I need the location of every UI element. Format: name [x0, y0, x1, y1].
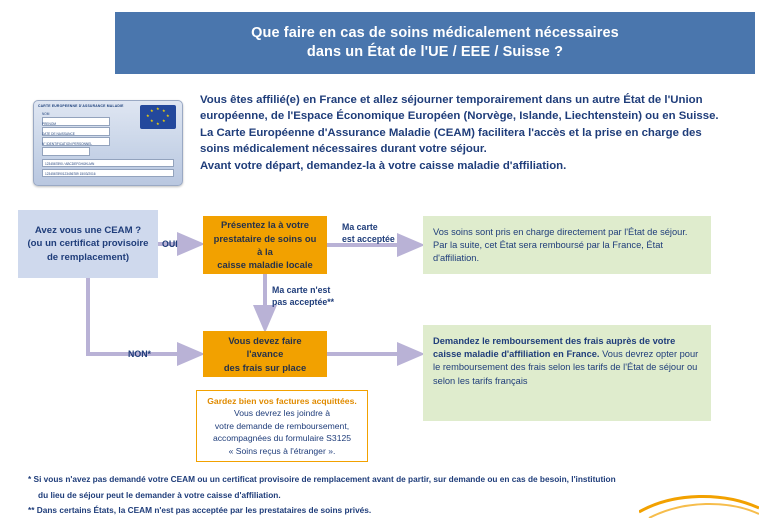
present-card-line-3: caisse maladie locale	[217, 259, 313, 271]
label-card-not-accepted	[272, 284, 382, 308]
label-oui: OUI	[162, 239, 178, 249]
card-label-prenom: PRENOM	[42, 122, 56, 126]
reimbursement-rest: Vous devrez opter pour le remboursement des frais selon les tarifs de l'État de séjour ou selon les tarifs français	[433, 349, 699, 386]
footnote-1-line-1: * Si vous n'avez pas demandé votre CEAM ou un certificat provisoire de remplacement avant de partir, sur demande ou en cas de besoin, l'institution	[28, 474, 616, 484]
keep-invoices-line-4: accompagnées du formulaire S3125	[212, 433, 352, 444]
question-ceam-line-2: (ou un certificat provisoire	[27, 238, 149, 250]
page-title-line-2: dans un État de l'UE / EEE / Suisse ?	[306, 44, 564, 60]
card-bottom-line-2: 1234567890123456789 15/03/2016	[42, 169, 174, 177]
footnote-2: ** Dans certains États, la CEAM n'est pas acceptée par les prestataires de soins privés.	[28, 505, 372, 516]
keep-invoices-line-5: « Soins reçus à l'étranger ».	[228, 445, 336, 456]
question-ceam-line-3: de remplacement)	[46, 251, 130, 263]
label-card-not-accepted-line-2: pas acceptée**	[272, 297, 335, 307]
reimbursement-bold: Demandez le remboursement des frais auprès de votre caisse maladie d'affiliation en France.	[433, 336, 676, 360]
present-card-box	[203, 216, 327, 274]
covered-directly-line-2: Par la suite, cet État sera remboursé par la France, État d'affiliation.	[433, 240, 663, 264]
keep-invoices-line-2: Vous devrez les joindre à	[233, 408, 331, 419]
question-ceam-line-1: Avez vous une CEAM ?	[34, 224, 142, 236]
keep-invoices-line-3: votre demande de remboursement,	[214, 420, 350, 431]
label-card-accepted-line-2: est acceptée	[342, 234, 395, 244]
keep-invoices-title: Gardez bien vos factures acquittées.	[207, 395, 357, 406]
covered-directly-line-1: Vos soins sont pris en charge directement par l'État de séjour.	[433, 227, 688, 237]
intro-section	[28, 92, 754, 192]
ceam-card-image	[33, 100, 183, 186]
intro-text	[200, 92, 752, 174]
intro-line-3: La Carte Européenne d'Assurance Maladie (CEAM) facilitera l'accès et la prise en charge des	[200, 126, 702, 139]
card-bottom-line-1: 1234567890 / ABCDEFGHIJKLMN	[42, 159, 174, 167]
card-field-identification	[42, 147, 90, 156]
question-ceam-box	[18, 210, 158, 278]
reimbursement-text	[433, 335, 701, 388]
intro-line-4: soins médicalement nécessaires durant votre séjour.	[200, 143, 487, 156]
label-card-not-accepted-line-1: Ma carte n'est	[272, 285, 331, 295]
page-title-banner	[115, 12, 755, 74]
card-label-identification: N° IDENTIFICATION PERSONNEL	[42, 142, 93, 146]
reimbursement-box	[423, 325, 711, 421]
keep-invoices-note	[196, 390, 368, 462]
intro-line-5: Avant votre départ, demandez-la à votre caisse maladie d'affiliation.	[200, 159, 567, 172]
card-title: CARTE EUROPEENNE D'ASSURANCE MALADIE	[38, 104, 124, 108]
covered-directly-box	[423, 216, 711, 274]
label-card-accepted	[342, 221, 418, 245]
footnote-1-line-2: du lieu de séjour peut le demander à votre caisse d'affiliation.	[38, 489, 281, 500]
card-label-nom: NOM	[42, 112, 50, 116]
advance-payment-box	[203, 331, 327, 377]
advance-payment-line-2: des frais sur place	[223, 361, 307, 373]
advance-payment-line-1: Vous devez faire l'avance	[228, 334, 302, 360]
eu-flag-icon: ★ ★ ★ ★ ★ ★ ★ ★	[140, 105, 176, 129]
decorative-swoosh	[639, 478, 759, 518]
card-label-naissance: DATE DE NAISSANCE	[42, 132, 75, 136]
label-non: NON*	[128, 349, 151, 359]
intro-line-1: Vous êtes affilié(e) en France et allez séjourner temporairement dans un autre État de l'Union	[200, 94, 703, 106]
label-card-accepted-line-1: Ma carte	[342, 222, 378, 232]
footnotes	[28, 474, 728, 521]
present-card-line-1: Présentez la à votre	[220, 219, 310, 231]
present-card-line-2: prestataire de soins ou à la	[213, 232, 317, 257]
intro-line-2: européenne, de l'Espace Économique Européen (Norvège, Islande, Liechtenstein) ou en Suisse.	[200, 110, 719, 123]
page-title-line-1: Que faire en cas de soins médicalement nécessaires	[251, 25, 619, 41]
